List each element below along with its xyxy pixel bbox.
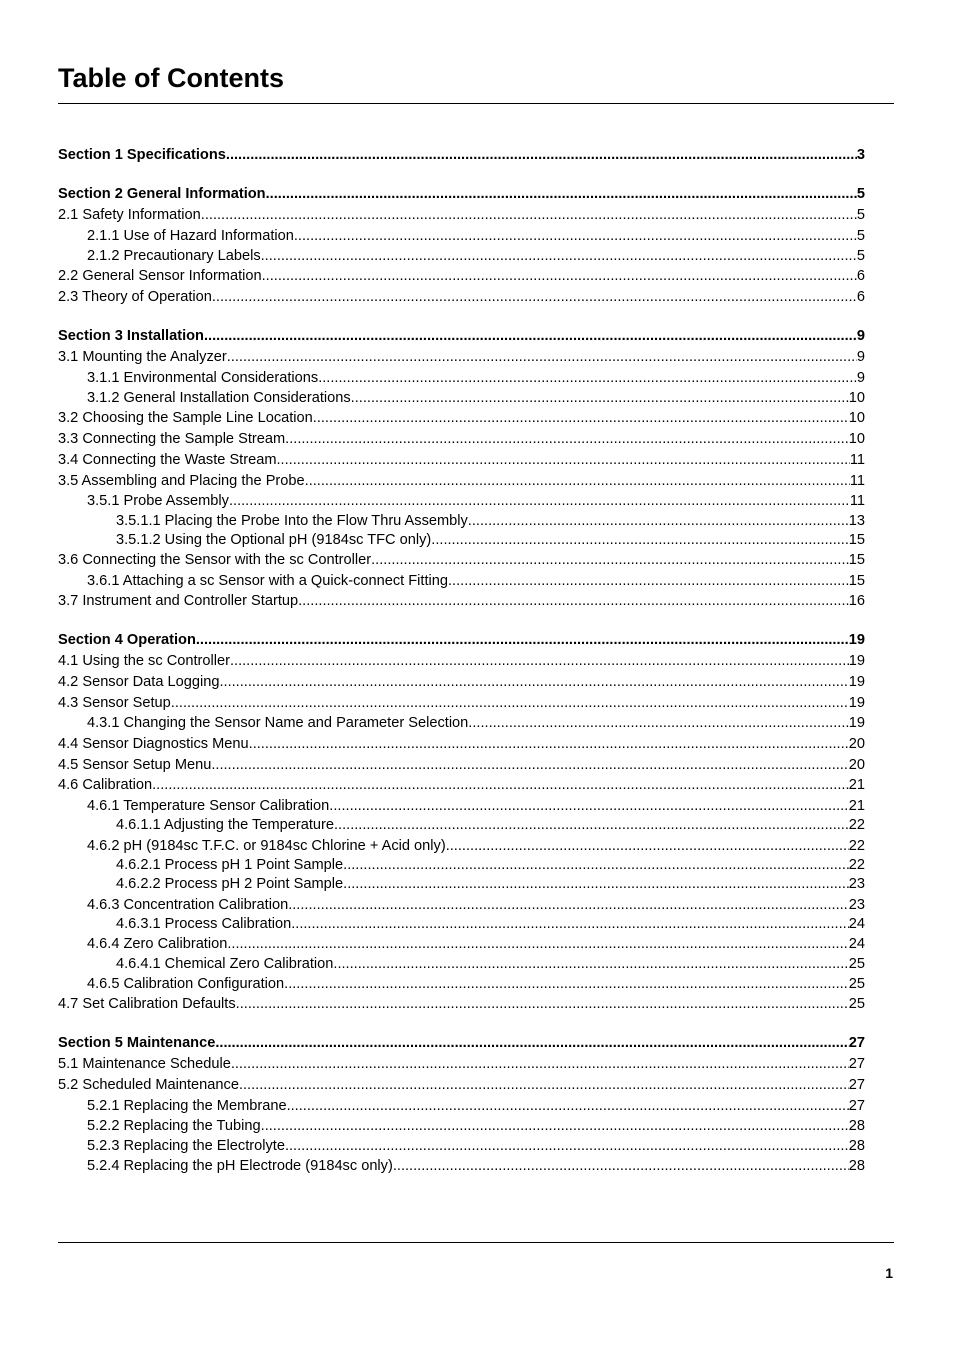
toc-entry-label: 3.5.1.1 Placing the Probe Into the Flow Thru Assembly (116, 512, 468, 529)
toc-entry-label: 5.2 Scheduled Maintenance (58, 1076, 239, 1093)
toc-dot-leader (261, 1116, 849, 1136)
toc-dot-leader (239, 1075, 849, 1096)
toc-entry-page: 22 (848, 817, 865, 834)
toc-entry-page: 21 (848, 798, 865, 815)
toc-entry-page: 20 (848, 756, 865, 773)
toc-entry-page: 5 (856, 227, 865, 244)
toc-entry[interactable] (58, 591, 865, 612)
toc-entry-label: Section 2 General Information (58, 185, 266, 202)
toc-entry-page: 28 (848, 1117, 865, 1134)
toc-entry-page: 9 (856, 348, 865, 365)
toc-entry-page: 10 (848, 410, 865, 427)
toc-entry-label: 4.6.1 Temperature Sensor Calibration (87, 798, 330, 815)
toc-entry-page: 5 (856, 185, 865, 202)
toc-dot-leader (343, 875, 849, 894)
toc-entry-label: 4.7 Set Calibration Defaults (58, 996, 236, 1013)
toc-entry[interactable] (58, 915, 865, 934)
toc-entry-label: 4.4 Sensor Diagnostics Menu (58, 735, 249, 752)
toc-dot-leader (305, 471, 850, 492)
toc-dot-leader (329, 796, 848, 816)
toc-entry[interactable] (58, 368, 865, 388)
toc-section-entry[interactable] (58, 326, 865, 347)
toc-entry-label: 4.6.4.1 Chemical Zero Calibration (116, 955, 334, 972)
toc-entry-label: 4.6.3.1 Process Calibration (116, 915, 292, 932)
toc-entry-label: 3.1.2 General Installation Considerations (87, 389, 351, 406)
toc-dot-leader (333, 955, 848, 974)
toc-dot-leader (215, 1033, 848, 1054)
toc-entry-label: 5.2.2 Replacing the Tubing (87, 1117, 261, 1134)
toc-dot-leader (227, 347, 857, 368)
toc-entry-label: 3.4 Connecting the Waste Stream (58, 451, 277, 468)
toc-dot-leader (266, 184, 857, 205)
toc-entry[interactable] (58, 450, 865, 471)
toc-dot-leader (468, 713, 848, 733)
toc-section-entry[interactable] (58, 630, 865, 651)
toc-dot-leader (204, 326, 857, 347)
toc-entry-page: 10 (848, 389, 865, 406)
toc-entry[interactable] (58, 1156, 865, 1176)
toc-entry-page: 24 (848, 936, 865, 953)
toc-entry-label: 3.5.1 Probe Assembly (87, 493, 229, 510)
toc-dot-leader (318, 368, 857, 388)
toc-dot-leader (343, 856, 849, 875)
toc-entry-label: 4.6.2 pH (9184sc T.F.C. or 9184sc Chlorine + Acid only) (87, 837, 446, 854)
toc-entry-label: 3.5 Assembling and Placing the Probe (58, 472, 305, 489)
toc-entry[interactable] (58, 974, 865, 994)
toc-dot-leader (201, 205, 857, 226)
toc-dot-leader (294, 226, 857, 246)
toc-entry-label: 3.1.1 Environmental Considerations (87, 369, 319, 386)
toc-entry[interactable] (58, 429, 865, 450)
toc-entry[interactable] (58, 1116, 865, 1136)
toc-dot-leader (276, 450, 849, 471)
toc-entry[interactable] (58, 388, 865, 408)
toc-entry-label: 4.6.5 Calibration Configuration (87, 975, 285, 992)
toc-dot-leader (211, 755, 848, 776)
toc-section-entry[interactable] (58, 1033, 865, 1054)
toc-entry-label: 3.1 Mounting the Analyzer (58, 348, 227, 365)
toc-entry-page: 3 (856, 147, 865, 163)
toc-entry-label: 2.1.1 Use of Hazard Information (87, 227, 294, 244)
toc-dot-leader (231, 1054, 849, 1075)
toc-entry-page: 6 (856, 288, 865, 305)
toc-entry-page: 16 (848, 593, 865, 610)
toc-entry[interactable] (58, 550, 865, 571)
toc-entry-page: 6 (856, 268, 865, 285)
toc-entry[interactable] (58, 895, 865, 915)
toc-entry[interactable] (58, 471, 865, 492)
toc-dot-leader (334, 816, 849, 835)
toc-entry-label: 5.2.1 Replacing the Membrane (87, 1097, 287, 1114)
toc-dot-leader (284, 974, 849, 994)
toc-dot-leader (212, 287, 857, 308)
toc-entry-page: 20 (848, 735, 865, 752)
toc-entry-label: 5.1 Maintenance Schedule (58, 1055, 231, 1072)
toc-dot-leader (227, 934, 848, 954)
toc-entry-label: 4.3 Sensor Setup (58, 694, 171, 711)
toc-dot-leader (285, 429, 849, 450)
toc-dot-leader (313, 408, 849, 429)
toc-dot-leader (298, 591, 849, 612)
toc-entry-page: 23 (848, 876, 865, 893)
toc-dot-leader (446, 836, 849, 856)
toc-entry-page: 11 (849, 493, 865, 510)
toc-entry-page: 5 (856, 206, 865, 223)
toc-entry[interactable] (58, 836, 865, 856)
toc-entry[interactable] (58, 875, 865, 894)
toc-entry-label: 4.6.2.2 Process pH 2 Point Sample (116, 876, 344, 893)
toc-entry[interactable] (58, 856, 865, 875)
toc-dot-leader (351, 388, 849, 408)
toc-entry-label: 5.2.3 Replacing the Electrolyte (87, 1138, 285, 1155)
page-title: Table of Contents (58, 63, 284, 93)
toc-entry-page: 9 (856, 327, 865, 344)
toc-dot-leader (287, 1096, 849, 1116)
toc-list (58, 145, 865, 1177)
toc-entry[interactable] (58, 693, 865, 714)
toc-entry[interactable] (58, 246, 865, 266)
toc-entry-label: 2.2 General Sensor Information (58, 268, 262, 285)
toc-entry-label: Section 1 Specifications (58, 147, 226, 163)
toc-entry-page: 19 (848, 653, 865, 670)
toc-entry-label: 3.6.1 Attaching a sc Sensor with a Quick-connect Fitting (87, 573, 448, 590)
toc-dot-leader (261, 246, 857, 266)
toc-section-entry[interactable] (58, 184, 865, 205)
toc-entry-label: 3.6 Connecting the Sensor with the sc Controller (58, 552, 372, 569)
toc-dot-leader (226, 145, 857, 166)
footer-divider (58, 1242, 894, 1243)
toc-entry-page: 19 (848, 632, 865, 649)
toc-entry-label: Section 5 Maintenance (58, 1035, 216, 1052)
toc-dot-leader (468, 512, 849, 531)
toc-entry[interactable] (58, 531, 865, 550)
toc-entry-page: 15 (848, 552, 865, 569)
toc-entry[interactable] (58, 755, 865, 776)
toc-entry[interactable] (58, 1054, 865, 1075)
page-number: 1 (885, 1265, 893, 1281)
toc-entry[interactable] (58, 1136, 865, 1156)
toc-entry[interactable] (58, 955, 865, 974)
toc-entry-page: 11 (849, 472, 865, 489)
toc-entry-label: 3.5.1.2 Using the Optional pH (9184sc TFC only) (116, 531, 432, 548)
toc-entry[interactable] (58, 512, 865, 531)
toc-entry[interactable] (58, 205, 865, 226)
toc-entry-page: 10 (848, 430, 865, 447)
toc-entry[interactable] (58, 287, 865, 308)
toc-dot-leader (230, 651, 849, 672)
toc-entry-page: 5 (856, 247, 865, 264)
toc-entry-label: 4.3.1 Changing the Sensor Name and Parameter Selection (87, 715, 469, 732)
toc-entry[interactable] (58, 934, 865, 954)
toc-entry-label: 2.1.2 Precautionary Labels (87, 247, 261, 264)
toc-entry-page: 28 (848, 1138, 865, 1155)
toc-dot-leader (152, 775, 849, 796)
toc-entry-page: 23 (848, 896, 865, 913)
toc-entry-label: 2.1 Safety Information (58, 206, 201, 223)
toc-entry-page: 13 (848, 512, 865, 529)
toc-entry[interactable] (58, 347, 865, 368)
toc-dot-leader (448, 571, 849, 591)
toc-entry-page: 28 (848, 1158, 865, 1175)
toc-dot-leader (219, 672, 848, 693)
toc-entry[interactable] (58, 1096, 865, 1116)
toc-dot-leader (262, 266, 857, 287)
toc-entry[interactable] (58, 1075, 865, 1096)
toc-entry-page: 27 (848, 1035, 865, 1052)
toc-entry-page: 19 (848, 673, 865, 690)
toc-entry-label: 3.7 Instrument and Controller Startup (58, 593, 299, 610)
toc-entry[interactable] (58, 651, 865, 672)
toc-entry-page: 24 (848, 915, 865, 932)
toc-entry[interactable] (58, 994, 865, 1015)
toc-entry-label: 4.5 Sensor Setup Menu (58, 756, 212, 773)
toc-entry-label: Section 4 Operation (58, 632, 196, 649)
toc-entry-page: 21 (848, 777, 865, 794)
toc-entry[interactable] (58, 796, 865, 816)
toc-dot-leader (393, 1156, 849, 1176)
toc-entry[interactable] (58, 816, 865, 835)
toc-entry-page: 15 (848, 531, 865, 548)
toc-entry-page: 22 (848, 837, 865, 854)
toc-section-entry[interactable] (58, 145, 865, 166)
toc-entry-page: 25 (848, 996, 865, 1013)
toc-entry[interactable] (58, 775, 865, 796)
toc-entry[interactable] (58, 226, 865, 246)
toc-entry-label: 4.2 Sensor Data Logging (58, 673, 220, 690)
toc-entry-label: Section 3 Installation (58, 327, 204, 344)
toc-entry[interactable] (58, 266, 865, 287)
toc-dot-leader (431, 531, 848, 550)
toc-entry[interactable] (58, 713, 865, 733)
toc-entry[interactable] (58, 734, 865, 755)
toc-entry-page: 9 (856, 369, 865, 386)
toc-dot-leader (285, 1136, 849, 1156)
toc-entry-label: 4.6.4 Zero Calibration (87, 936, 228, 953)
toc-dot-leader (249, 734, 849, 755)
toc-entry-page: 22 (848, 857, 865, 874)
toc-entry-page: 19 (848, 715, 865, 732)
toc-entry[interactable] (58, 491, 865, 511)
toc-entry-page: 11 (849, 451, 865, 468)
toc-entry-page: 27 (848, 1097, 865, 1114)
toc-dot-leader (229, 491, 850, 511)
toc-entry-label: 2.3 Theory of Operation (58, 288, 212, 305)
toc-entry-label: 4.6 Calibration (58, 777, 153, 794)
toc-entry-page: 27 (848, 1076, 865, 1093)
toc-entry-label: 4.6.3 Concentration Calibration (87, 896, 289, 913)
toc-dot-leader (171, 693, 849, 714)
toc-dot-leader (236, 994, 849, 1015)
toc-entry-page: 27 (848, 1055, 865, 1072)
toc-entry-label: 3.3 Connecting the Sample Stream (58, 430, 286, 447)
toc-entry[interactable] (58, 408, 865, 429)
toc-dot-leader (288, 895, 849, 915)
toc-entry-label: 4.1 Using the sc Controller (58, 653, 230, 670)
toc-entry-page: 25 (848, 975, 865, 992)
toc-entry[interactable] (58, 672, 865, 693)
toc-entry-label: 4.6.2.1 Process pH 1 Point Sample (116, 857, 344, 874)
title-divider (58, 103, 894, 104)
toc-entry-page: 25 (848, 955, 865, 972)
toc-entry[interactable] (58, 571, 865, 591)
toc-entry-label: 3.2 Choosing the Sample Line Location (58, 410, 313, 427)
toc-entry-page: 19 (848, 694, 865, 711)
toc-entry-label: 4.6.1.1 Adjusting the Temperature (116, 817, 334, 834)
toc-dot-leader (291, 915, 849, 934)
toc-dot-leader (371, 550, 849, 571)
toc-entry-page: 15 (848, 573, 865, 590)
toc-dot-leader (196, 630, 849, 651)
toc-entry-label: 5.2.4 Replacing the pH Electrode (9184sc only) (87, 1158, 393, 1175)
